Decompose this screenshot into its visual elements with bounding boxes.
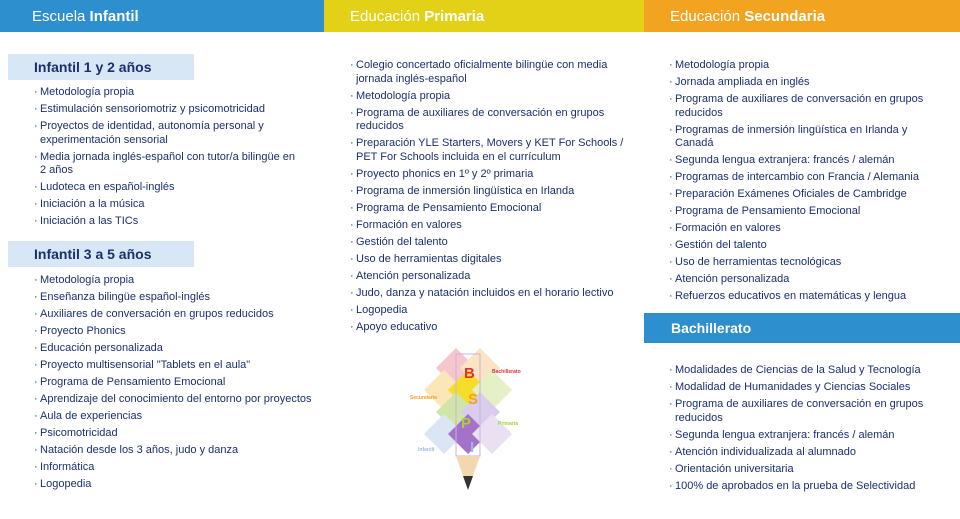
list-item: · Logopedia bbox=[34, 478, 314, 492]
list-item: · Programa de auxiliares de conversación en grupos reducidos bbox=[669, 398, 939, 425]
list-item: · Iniciación a la música bbox=[34, 198, 304, 212]
list-item: · Estimulación sensoriomotriz y psicomotricidad bbox=[34, 103, 304, 117]
list-item: · Apoyo educativo bbox=[350, 321, 630, 335]
bachillerato-title: Bachillerato bbox=[644, 313, 960, 343]
list-item: · Colegio concertado oficialmente bilingüe con media jornada inglés-español bbox=[350, 59, 630, 86]
list-item: · Ludoteca en español-inglés bbox=[34, 181, 304, 195]
list-item: · Segunda lengua extranjera: francés / alemán bbox=[669, 154, 939, 168]
list-item: · Metodología propia bbox=[34, 274, 314, 288]
list-item: · 100% de aprobados en la prueba de Selectividad bbox=[669, 480, 939, 494]
list-item: · Proyecto Phonics bbox=[34, 325, 314, 339]
bachillerato-list bbox=[669, 364, 939, 496]
header-educacion-primaria bbox=[324, 0, 644, 32]
list-item: · Gestión del talento bbox=[350, 236, 630, 250]
pencil-stages-graphic bbox=[398, 344, 538, 512]
list-item: · Atención individualizada al alumnado bbox=[669, 446, 939, 460]
header-primaria-plain: Educación bbox=[350, 8, 425, 25]
label-infantil: Infantil bbox=[418, 447, 435, 453]
list-item: · Educación personalizada bbox=[34, 342, 314, 356]
list-item: · Preparación YLE Starters, Movers y KET For Schools / PET For Schools incluida en el currículum bbox=[350, 137, 630, 164]
list-item: · Auxiliares de conversación en grupos reducidos bbox=[34, 308, 314, 322]
header-escuela-infantil bbox=[0, 0, 324, 32]
infantil-3-5-list bbox=[34, 274, 314, 495]
header-infantil-plain: Escuela bbox=[32, 8, 90, 25]
label-secundaria: Secundaria bbox=[410, 395, 437, 401]
infantil-3-5-title: Infantil 3 a 5 años bbox=[8, 241, 194, 267]
letter-s: S bbox=[468, 391, 479, 408]
list-item: · Programas de intercambio con Francia / Alemania bbox=[669, 171, 939, 185]
list-item: · Metodología propia bbox=[34, 86, 304, 100]
list-item: · Gestión del talento bbox=[669, 239, 939, 253]
list-item: · Modalidades de Ciencias de la Salud y Tecnología bbox=[669, 364, 939, 378]
list-item: · Programas de inmersión lingüística en Irlanda y Canadá bbox=[669, 124, 939, 151]
list-item: · Uso de herramientas tecnológicas bbox=[669, 256, 939, 270]
list-item: · Orientación universitaria bbox=[669, 463, 939, 477]
secundaria-list bbox=[669, 59, 939, 307]
label-primaria: Primaria bbox=[498, 421, 519, 427]
list-item: · Metodología propia bbox=[669, 59, 939, 73]
letter-b: B bbox=[464, 365, 475, 382]
list-item: · Programa de Pensamiento Emocional bbox=[669, 205, 939, 219]
list-item: · Jornada ampliada en inglés bbox=[669, 76, 939, 90]
list-item: · Programa de inmersión lingüística en Irlanda bbox=[350, 185, 630, 199]
list-item: · Proyectos de identidad, autonomía personal y experimentación sensorial bbox=[34, 120, 304, 147]
list-item: · Formación en valores bbox=[350, 219, 630, 233]
letter-p: P bbox=[461, 415, 472, 432]
pencil-tip bbox=[463, 476, 473, 490]
header-educacion-secundaria bbox=[644, 0, 960, 32]
list-item: · Programa de Pensamiento Emocional bbox=[34, 376, 314, 390]
list-item: · Uso de herramientas digitales bbox=[350, 253, 630, 267]
list-item: · Enseñanza bilingüe español-inglés bbox=[34, 291, 314, 305]
header-primaria-bold: Primaria bbox=[424, 8, 485, 25]
list-item: · Natación desde los 3 años, judo y danza bbox=[34, 444, 314, 458]
list-item: · Programa de auxiliares de conversación en grupos reducidos bbox=[669, 93, 939, 120]
primaria-list bbox=[350, 59, 630, 338]
label-bachillerato: Bachillerato bbox=[492, 369, 521, 375]
list-item: · Atención personalizada bbox=[350, 270, 630, 284]
header-secundaria-plain: Educación bbox=[670, 8, 745, 25]
list-item: · Psicomotricidad bbox=[34, 427, 314, 441]
list-item: · Informática bbox=[34, 461, 314, 475]
header-secundaria-bold: Secundaria bbox=[744, 8, 826, 25]
infantil-1-2-list bbox=[34, 86, 304, 232]
list-item: · Segunda lengua extranjera: francés / alemán bbox=[669, 429, 939, 443]
list-item: · Metodología propia bbox=[350, 90, 630, 104]
list-item: · Aprendizaje del conocimiento del entorno por proyectos bbox=[34, 393, 314, 407]
list-item: · Proyecto phonics en 1º y 2º primaria bbox=[350, 168, 630, 182]
header-infantil-bold: Infantil bbox=[89, 8, 139, 25]
letter-i: I bbox=[470, 439, 475, 456]
list-item: · Proyecto multisensorial "Tablets en el aula" bbox=[34, 359, 314, 373]
list-item: · Iniciación a las TICs bbox=[34, 215, 304, 229]
list-item: · Media jornada inglés-español con tutor/a bilingüe en 2 años bbox=[34, 151, 304, 178]
list-item: · Atención personalizada bbox=[669, 273, 939, 287]
infantil-1-2-title: Infantil 1 y 2 años bbox=[8, 54, 194, 80]
list-item: · Programa de Pensamiento Emocional bbox=[350, 202, 630, 216]
list-item: · Modalidad de Humanidades y Ciencias Sociales bbox=[669, 381, 939, 395]
list-item: · Preparación Exámenes Oficiales de Cambridge bbox=[669, 188, 939, 202]
list-item: · Aula de experiencias bbox=[34, 410, 314, 424]
list-item: · Programa de auxiliares de conversación en grupos reducidos bbox=[350, 107, 630, 134]
list-item: · Logopedia bbox=[350, 304, 630, 318]
list-item: · Formación en valores bbox=[669, 222, 939, 236]
list-item: · Refuerzos educativos en matemáticas y lengua bbox=[669, 290, 939, 304]
list-item: · Judo, danza y natación incluidos en el horario lectivo bbox=[350, 287, 630, 301]
